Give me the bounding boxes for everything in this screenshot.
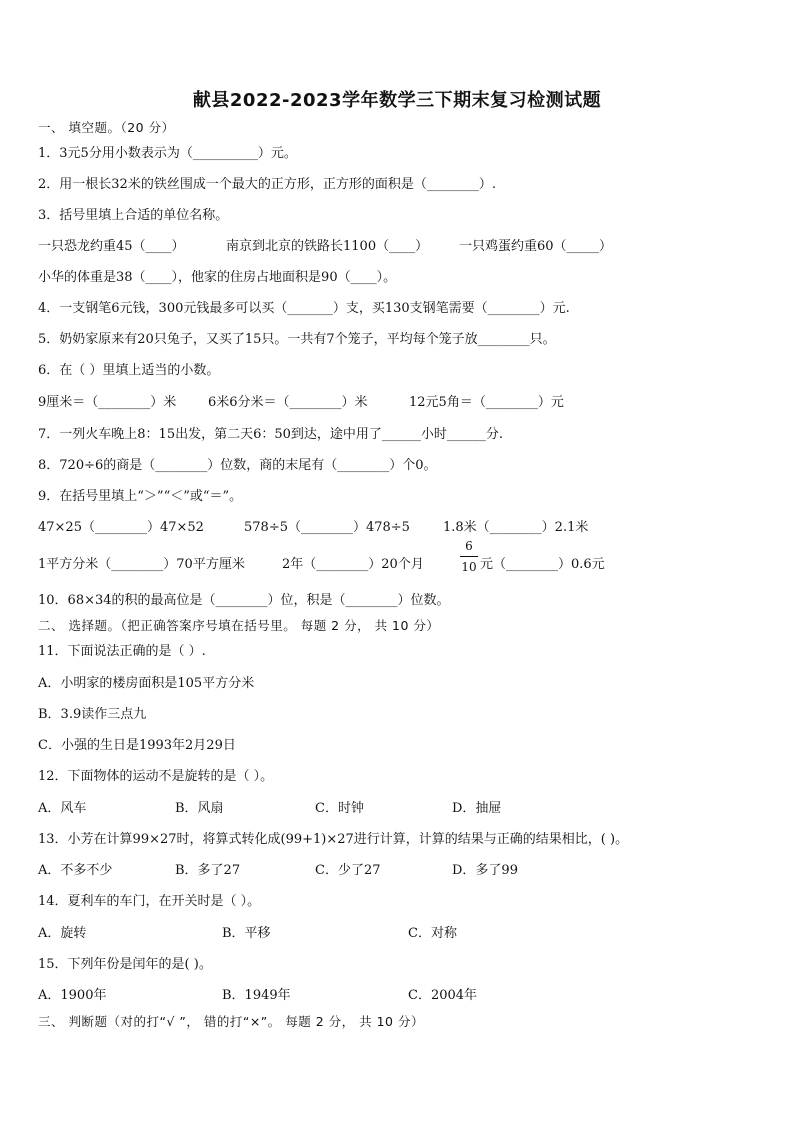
question-1: 1．3元5分用小数表示为（__________）元。	[38, 146, 297, 161]
question-14-option-c: C．对称	[408, 926, 457, 941]
question-15-option-a: A．1900年	[38, 988, 107, 1003]
question-6-item-a: 9厘米＝（________）米	[38, 395, 177, 410]
question-3-item-b: 南京到北京的铁路长1100（____）	[226, 239, 429, 254]
question-15-option-c: C．2004年	[408, 988, 478, 1003]
question-3-item-a: 一只恐龙约重45（____）	[38, 239, 185, 254]
section-judgement-heading: 三、 判断题（对的打“√ ”， 错的打“×”。 每题 2 分， 共 10 分）	[38, 1014, 424, 1029]
fraction-bar	[460, 556, 478, 557]
question-13-option-d: D．多了99	[452, 863, 518, 878]
question-3: 3．括号里填上合适的单位名称。	[38, 208, 229, 223]
question-4: 4．一支钢笔6元钱，300元钱最多可以买（_______）支，买130支钢笔需要（________）元.	[38, 301, 570, 316]
question-12-options	[38, 797, 758, 821]
question-14-option-a: A．旋转	[38, 926, 87, 941]
question-7: 7．一列火车晚上8：15出发，第二天6：50到达，途中用了______小时______分.	[38, 427, 504, 442]
question-11-option-c: C．小强的生日是1993年2月29日	[38, 738, 236, 753]
question-10: 10．68×34的积的最高位是（________）位，积是（________）位数。	[38, 593, 450, 608]
question-13-option-a: A．不多不少	[38, 863, 113, 878]
question-6-row	[38, 391, 758, 415]
fraction-denominator: 10	[461, 560, 477, 574]
page-title: 献县2022-2023学年数学三下期末复习检测试题	[192, 90, 602, 111]
question-9-item-b: 578÷5（________）478÷5	[244, 520, 410, 535]
question-8: 8．720÷6的商是（________）位数，商的末尾有（________）个0。	[38, 458, 437, 473]
question-9-item-d: 1平方分米（________）70平方厘米	[38, 557, 245, 572]
question-11-option-b: B．3.9读作三点九	[38, 707, 147, 722]
question-12-option-d: D．抽屉	[452, 801, 502, 816]
question-13-option-c: C．少了27	[315, 863, 381, 878]
question-5: 5．奶奶家原来有20只兔子，又买了15只。一共有7个笼子，平均每个笼子放________只。	[38, 332, 556, 347]
question-3-row-2: 小华的体重是38（____），他家的住房占地面积是90（____）。	[38, 270, 397, 285]
question-13: 13．小芳在计算99×27时，将算式转化成(99+1)×27进行计算，计算的结果与正确的结果相比，( )。	[38, 832, 629, 847]
question-12: 12．下面物体的运动不是旋转的是（ ）。	[38, 769, 274, 784]
question-14-option-b: B．平移	[222, 926, 271, 941]
question-9-row-1	[38, 516, 758, 540]
question-6-item-b: 6米6分米＝（________）米	[208, 395, 368, 410]
question-11-option-a: A．小明家的楼房面积是105平方分米	[38, 676, 255, 691]
question-12-option-a: A．风车	[38, 801, 87, 816]
question-15: 15．下列年份是闰年的是( )。	[38, 957, 212, 972]
question-2: 2．用一根长32米的铁丝围成一个最大的正方形，正方形的面积是（________）.	[38, 177, 496, 192]
question-15-options	[38, 984, 758, 1008]
question-14: 14．夏利车的车门，在开关时是（ ）。	[38, 894, 261, 909]
question-9-item-e: 2年（________）20个月	[282, 557, 424, 572]
question-6-item-c: 12元5角＝（________）元	[409, 395, 564, 410]
question-9-item-a: 47×25（________）47×52	[38, 520, 204, 535]
question-9-item-f: 元（________）0.6元	[480, 557, 605, 572]
fraction-six-tenths	[460, 538, 478, 575]
question-9-row-2	[38, 539, 758, 577]
question-15-option-b: B．1949年	[222, 988, 291, 1003]
question-14-options	[38, 922, 758, 946]
question-12-option-b: B．风扇	[175, 801, 224, 816]
question-3-item-c: 一只鸡蛋约重60（_____）	[459, 239, 613, 254]
question-11: 11．下面说法正确的是（ ）.	[38, 644, 206, 659]
fraction-numerator: 6	[465, 539, 473, 553]
question-9-item-c: 1.8米（________）2.1米	[443, 520, 589, 535]
section-fill-in-heading: 一、 填空题。（20 分）	[38, 120, 175, 135]
question-13-options	[38, 859, 758, 883]
question-3-row-1	[38, 235, 758, 259]
question-6: 6．在（ ）里填上适当的小数。	[38, 363, 220, 378]
question-13-option-b: B．多了27	[175, 863, 241, 878]
question-12-option-c: C．时钟	[315, 801, 364, 816]
section-choice-heading: 二、 选择题。（把正确答案序号填在括号里。 每题 2 分， 共 10 分）	[38, 618, 440, 633]
question-9: 9．在括号里填上“＞”“＜”或“＝”。	[38, 489, 243, 504]
